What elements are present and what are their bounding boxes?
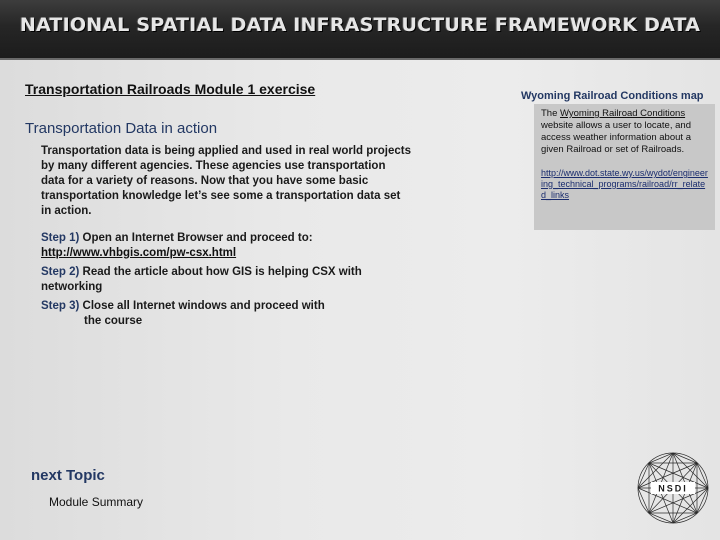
nsdi-logo — [636, 448, 710, 528]
sidebar-info-box — [534, 104, 715, 230]
section-title: Transportation Data in action — [25, 120, 218, 137]
module-summary-link[interactable]: Module Summary — [49, 495, 144, 509]
desc-rest: website allows a user to locate, and access weather information about a given Railroad or set of Railroads. — [541, 120, 691, 155]
wydot-url-link[interactable]: http://www.dot.state.wy.us/wydot/engineering_technical_programs/railroad/rr_related_links — [541, 168, 708, 200]
sidebar-description — [541, 108, 709, 156]
module-title: Transportation Railroads Module 1 exercise — [25, 81, 316, 97]
next-topic-heading: next Topic — [31, 467, 105, 484]
logo-text: NSDI — [658, 483, 688, 494]
step-number: Step 3) — [41, 300, 80, 312]
step-text-continued: the course — [84, 315, 143, 327]
banner-title: NATIONAL SPATIAL DATA INFRASTRUCTURE FRAMEWORK DATA — [19, 14, 701, 36]
sidebar-title: Wyoming Railroad Conditions map — [521, 90, 704, 102]
header-banner — [0, 0, 720, 60]
step-number: Step 2) — [41, 266, 80, 278]
step-1 — [41, 231, 401, 261]
step-text: Close all Internet windows and proceed with — [82, 300, 325, 312]
intro-paragraph: Transportation data is being applied and used in real world projects by many different agencies. These agencies use transportation data for a variety of reasons. Now that you have some basic transportation knowledge let’s see some a transportation data set in action. — [41, 145, 411, 217]
step-text: Open an Internet Browser and proceed to: — [82, 232, 313, 244]
step-number: Step 1) — [41, 232, 80, 244]
step-text: Read the article about how GIS is helping CSX with networking — [41, 266, 362, 293]
wyoming-conditions-link[interactable]: Wyoming Railroad Conditions — [560, 108, 686, 119]
csx-article-link[interactable]: http://www.vhbgis.com/pw-csx.html — [41, 247, 237, 259]
step-2 — [41, 265, 401, 295]
step-3 — [41, 299, 401, 329]
desc-prefix: The — [541, 108, 561, 119]
